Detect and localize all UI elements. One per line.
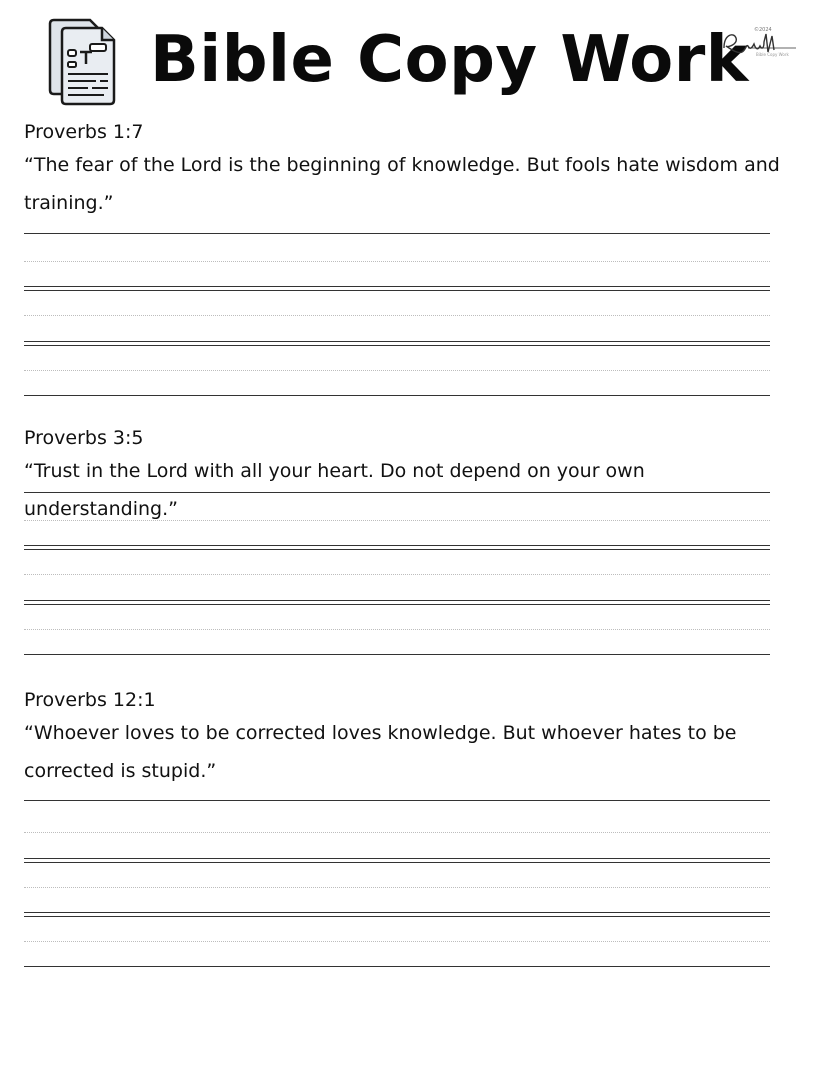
writing-line-double [24,600,770,605]
verse-text-line-2: corrected is stupid.” [24,760,217,782]
writing-line-double [24,545,770,550]
writing-line-double [24,341,770,346]
writing-guide-dotted [24,574,770,575]
writing-guide-dotted [24,261,770,262]
verse-section-1 [24,120,784,222]
writing-line-double [24,858,770,863]
verse-reference: Proverbs 12:1 [24,689,156,711]
signature-copyright: ©2024 [754,27,772,33]
writing-lines-2[interactable] [24,492,770,657]
writing-guide-dotted [24,520,770,521]
writing-guide-dotted [24,370,770,371]
writing-line-double [24,286,770,291]
page-title: Bible Copy Work [150,23,749,97]
writing-guide-dotted [24,629,770,630]
writing-line-double [24,912,770,917]
verse-reference: Proverbs 1:7 [24,121,144,143]
writing-guide-dotted [24,315,770,316]
signature-subtitle: Bible Copy Work [756,52,789,57]
writing-line-top [24,233,770,234]
document-copy-icon [46,18,118,106]
verse-reference: Proverbs 3:5 [24,427,144,449]
writing-line-top [24,492,770,493]
writing-line-bottom [24,966,770,967]
verse-text-line-2: training.” [24,192,114,214]
writing-line-bottom [24,395,770,396]
writing-guide-dotted [24,887,770,888]
writing-guide-dotted [24,941,770,942]
writing-line-bottom [24,654,770,655]
verse-text-line-1: “Trust in the Lord with all your heart. Do not depend on your own understanding.” [24,460,645,520]
writing-lines-3[interactable] [24,800,770,970]
verse-text-line-1: “The fear of the Lord is the beginning of knowledge. But fools hate wisdom and [24,154,780,176]
writing-guide-dotted [24,832,770,833]
writing-lines-1[interactable] [24,233,770,398]
verse-text-line-1: “Whoever loves to be corrected loves knowledge. But whoever hates to be [24,722,737,744]
verse-section-3 [24,688,784,790]
writing-line-top [24,800,770,801]
page-header [0,0,833,118]
